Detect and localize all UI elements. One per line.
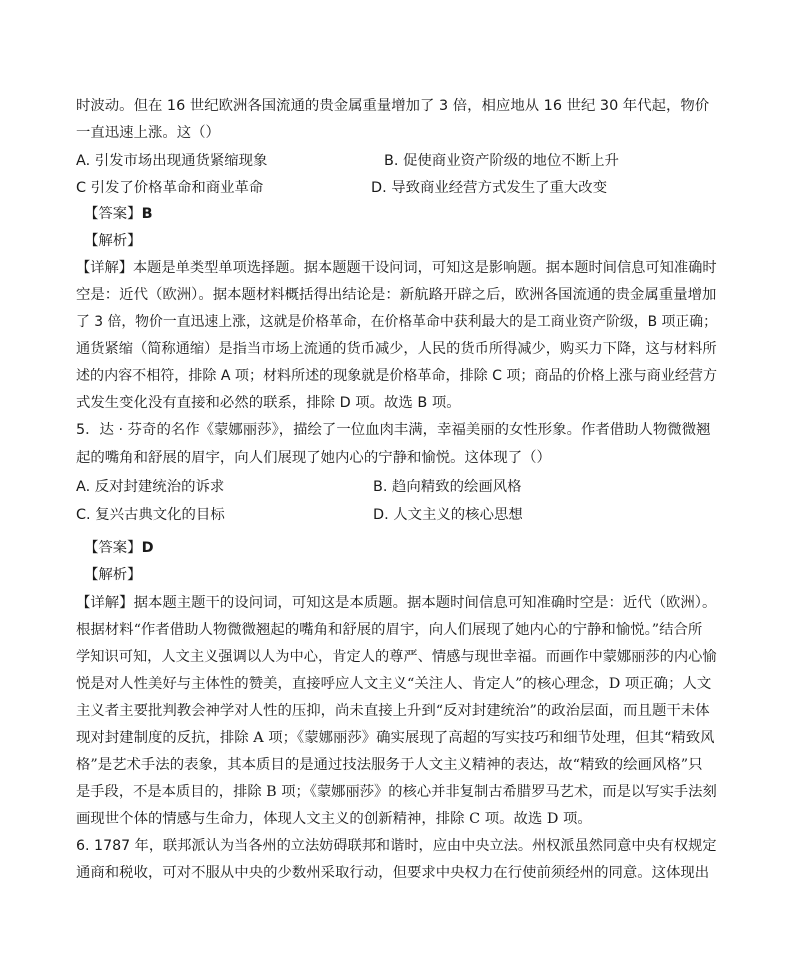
q4-answer — [84, 204, 153, 224]
q4-detail-line: 【详解】本题是单类型单项选择题。据本题题干设问词，可知这是影响题。据本题时间信息可知准确时 — [76, 260, 717, 276]
q5-option-c: C. 复兴古典文化的目标 — [76, 507, 225, 523]
q4-stem-line-2: 一直迅速上涨。这（） — [76, 125, 220, 141]
q4-option-a: A. 引发市场出现通货紧缩现象 — [76, 153, 268, 169]
q4-detail-line: 述的内容不相符，排除 A 项；材料所述的现象就是价格革命，排除 C 项；商品的价格上涨与商业经营方 — [76, 368, 717, 384]
q5-detail-line: 学知识可知，人文主义强调以人为中心，肯定人的尊严、情感与现世幸福。而画作中蒙娜丽莎的内心愉 — [76, 649, 717, 665]
q4-option-b: B. 促使商业资产阶级的地位不断上升 — [384, 153, 619, 169]
q5-option-a: A. 反对封建统治的诉求 — [76, 479, 225, 495]
q5-analysis-label: 【解析】 — [84, 567, 142, 583]
q4-option-c: C 引发了价格革命和商业革命 — [76, 180, 264, 196]
q5-stem-line-2: 起的嘴角和舒展的眉宇，向人们展现了她内心的宁静和愉悦。这体现了（） — [76, 450, 551, 466]
q5-option-d: D. 人文主义的核心思想 — [373, 507, 523, 523]
q5-detail-line: 根据材料“作者借助人物微微翘起的嘴角和舒展的眉宇，向人们展现了她内心的宁静和愉悦。”结合所 — [76, 622, 703, 638]
q4-analysis-label: 【解析】 — [84, 233, 142, 249]
q4-option-d: D. 导致商业经营方式发生了重大改变 — [371, 180, 608, 196]
q4-detail-line: 通货紧缩（简称通缩）是指当市场上流通的货币减少，人民的货币所得减少，购买力下降，这与材料所 — [76, 341, 717, 357]
q6-stem-line-1: 6. 1787 年，联邦派认为当各州的立法妨碍联邦和谐时，应由中央立法。州权派虽然同意中央有权规定 — [76, 838, 717, 854]
q5-option-b: B. 趋向精致的绘画风格 — [373, 479, 522, 495]
q5-answer — [84, 538, 154, 558]
q4-detail-line: 空是：近代（欧洲）。据本题材料概括得出结论是：新航路开辟之后，欧洲各国流通的贵金属重量增加 — [76, 287, 717, 303]
q4-detail-line: 式发生变化没有直接和必然的联系，排除 D 项。故选 B 项。 — [76, 395, 461, 411]
q4-stem-line-1: 时波动。但在 16 世纪欧洲各国流通的贵金属重量增加了 3 倍，相应地从 16 世纪 30 年代起，物价 — [76, 98, 710, 114]
answer-value: B — [141, 206, 153, 222]
q6-stem-line-2: 通商和税收，可对不服从中央的少数州采取行动，但要求中央权力在行使前须经州的同意。这体现出 — [76, 865, 710, 881]
q5-detail-line: 画现世个体的情感与生命力，体现人文主义的创新精神，排除 C 项。故选 D 项。 — [76, 811, 592, 827]
q5-detail-line: 现对封建制度的反抗，排除 A 项；《蒙娜丽莎》确实展现了高超的写实技巧和细节处理，但其“精致风 — [76, 730, 715, 746]
q5-detail-line: 格”是艺术手法的表象，其本质目的是通过技法服务于人文主义精神的表达，故“精致的绘画风格”只 — [76, 757, 703, 773]
q5-detail-line: 是手段，不是本质目的，排除 B 项；《蒙娜丽莎》的核心并非复制古希腊罗马艺术，而是以写实手法刻 — [76, 784, 717, 800]
answer-label: 【答案】 — [84, 206, 142, 222]
answer-label: 【答案】 — [84, 540, 142, 556]
q4-detail-line: 了 3 倍，物价一直迅速上涨，这就是价格革命，在价格革命中获利最大的是工商业资产阶级，B 项正确； — [76, 314, 717, 330]
q5-detail-line: 主义者主要批判教会神学对人性的压抑，尚未直接上升到“反对封建统治”的政治层面，而且题干未体 — [76, 703, 710, 719]
answer-value: D — [141, 540, 154, 556]
q5-stem-line-1: 5．达 · 芬奇的名作《蒙娜丽莎》，描绘了一位血肉丰满，幸福美丽的女性形象。作者借助人物微微翘 — [76, 422, 711, 438]
q5-detail-line: 悦是对人性美好与主体性的赞美，直接呼应人文主义“关注人、肯定人”的核心理念，D 项正确；人文 — [76, 676, 712, 692]
q5-detail-line: 【详解】据本题主题干的设问词，可知这是本质题。据本题时间信息可知准确时空是：近代（欧洲）。 — [76, 595, 717, 611]
